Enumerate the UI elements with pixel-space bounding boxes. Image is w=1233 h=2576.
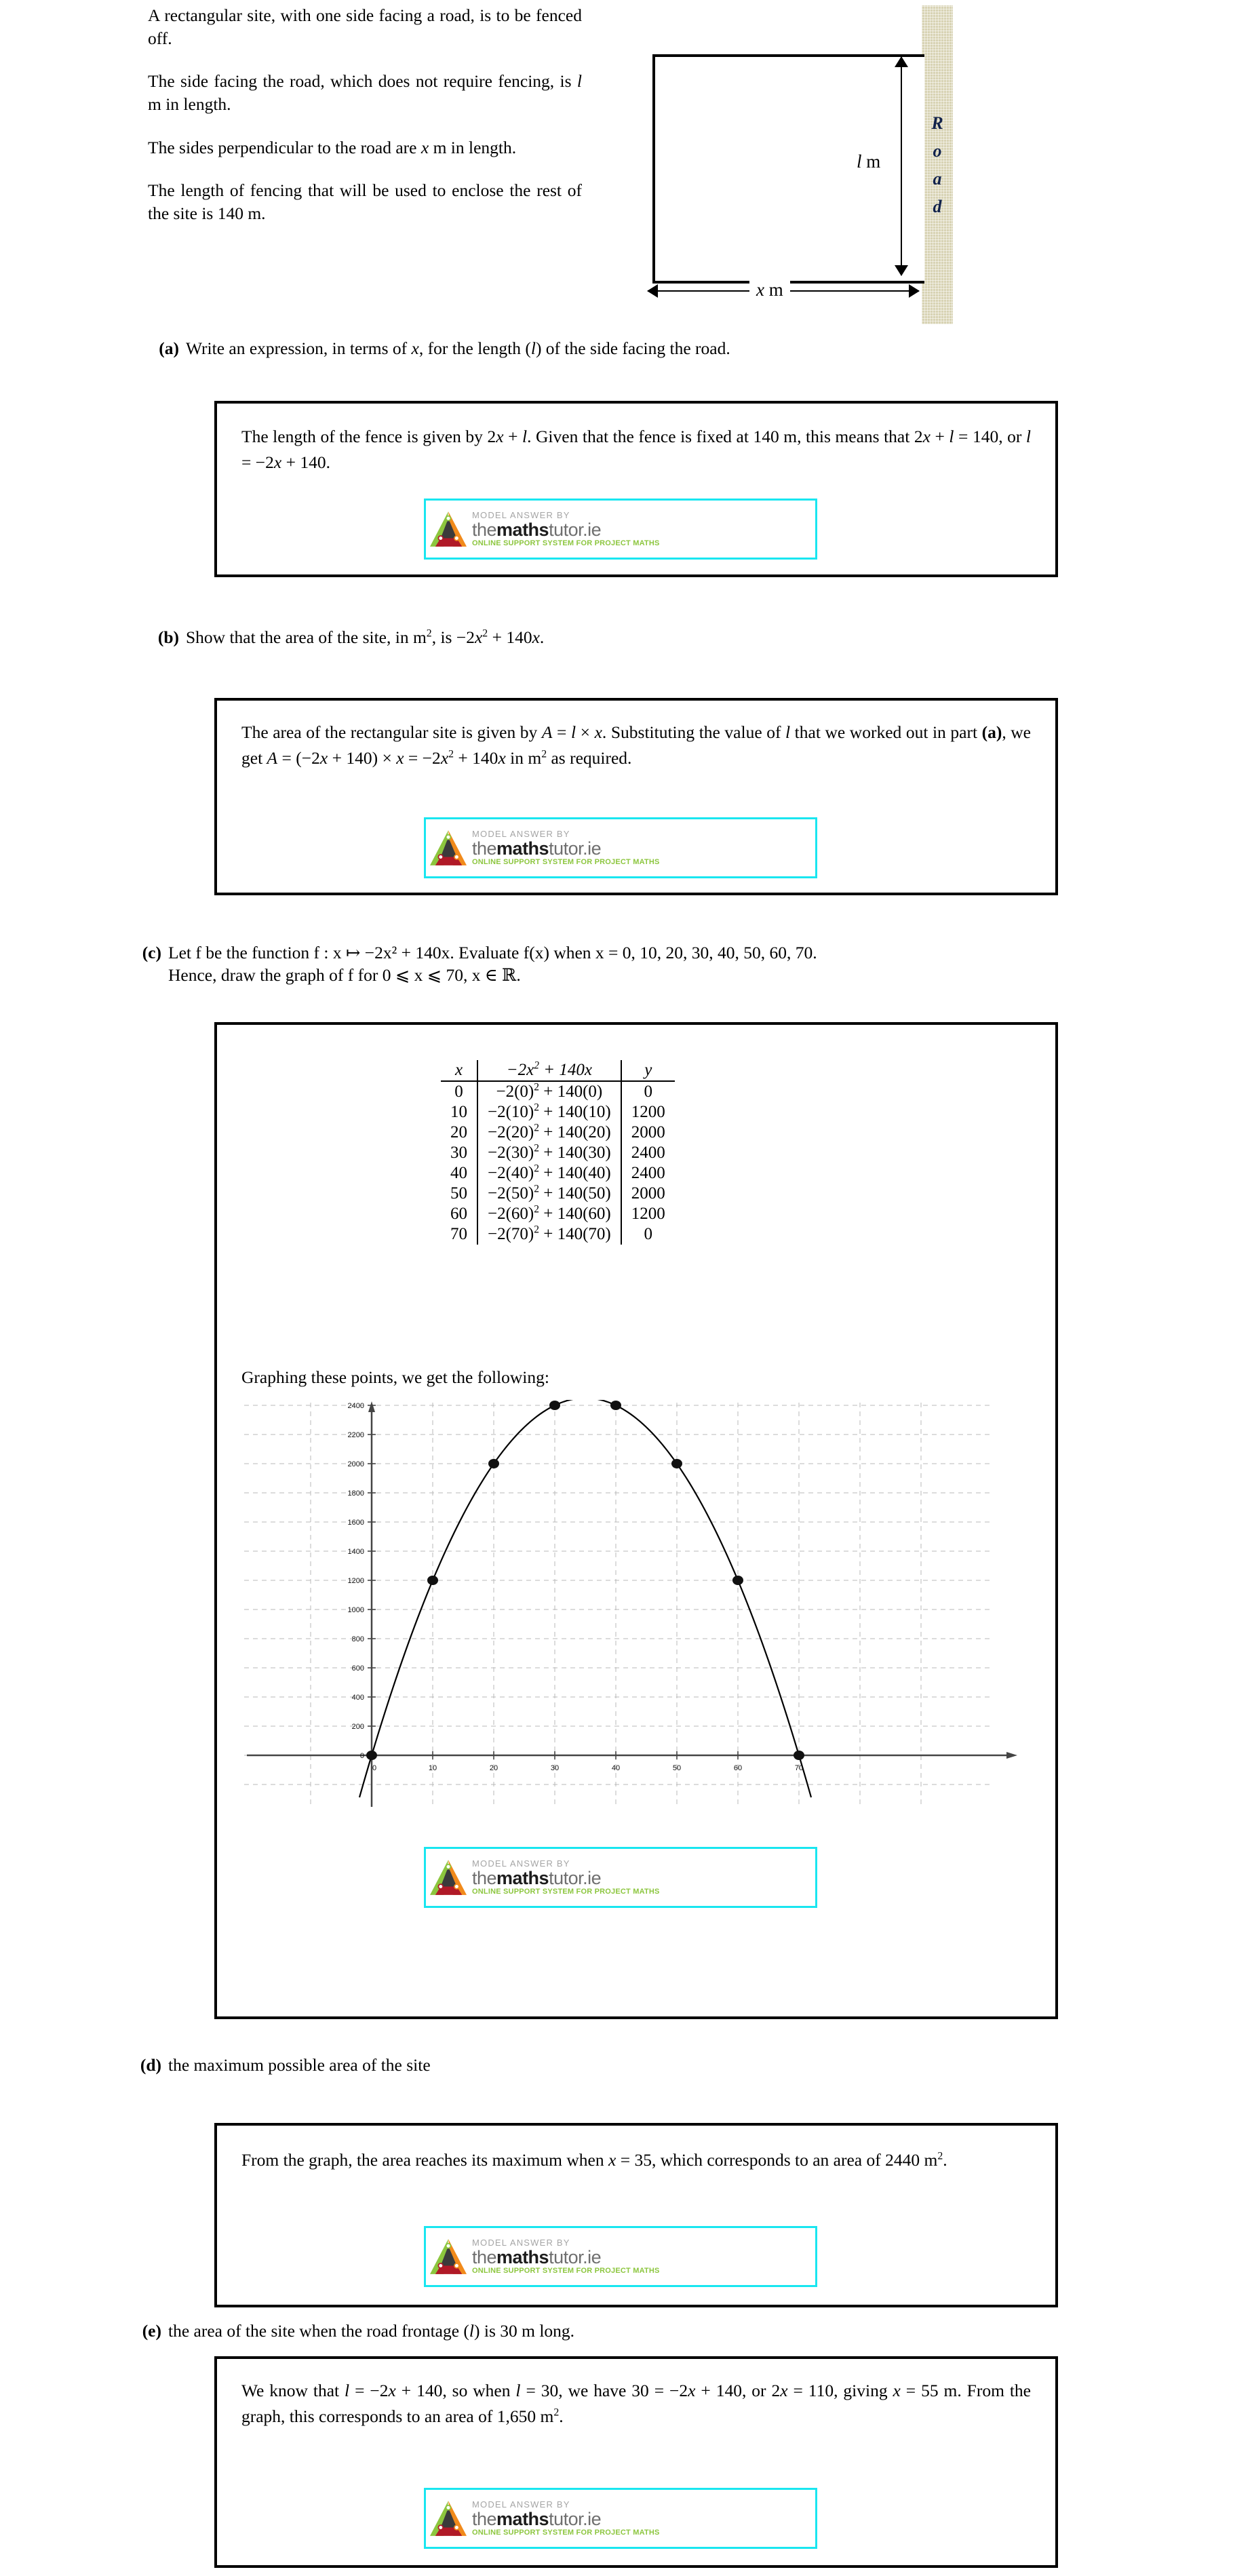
cell-x: 0 xyxy=(454,1082,463,1101)
answer-e-seg-8: = 55 m. From the graph, this corresponds to an area of xyxy=(241,2381,1031,2427)
svg-text:1200: 1200 xyxy=(347,1577,364,1585)
question-b-var-x2: x xyxy=(532,627,540,647)
cell-x: 70 xyxy=(450,1225,467,1243)
answer-b-var-l2: l xyxy=(785,722,791,742)
answer-d-seg-4: . xyxy=(943,2150,947,2170)
answer-b-part-ref: (a) xyxy=(981,722,1002,742)
logo-site-name xyxy=(472,2510,810,2529)
question-a-text xyxy=(186,337,1073,359)
table-row xyxy=(441,1184,675,1204)
question-b-label: (b) xyxy=(157,627,179,647)
logo-tagline: ONLINE SUPPORT SYSTEM FOR PROJECT MATHS xyxy=(472,2266,660,2275)
logo-name-maths: maths xyxy=(496,2246,549,2267)
answer-b-var-x5: x xyxy=(498,748,506,768)
question-b-sup-2: 2 xyxy=(482,627,488,640)
svg-text:60: 60 xyxy=(733,1764,743,1772)
cell-x: 60 xyxy=(450,1205,467,1223)
answer-box-d xyxy=(214,2123,1058,2307)
cell-expr-sup: 2 xyxy=(534,1101,539,1114)
cell-x: 20 xyxy=(450,1123,467,1141)
cell-expr xyxy=(477,1081,621,1102)
cell-expr-a: −2(0) xyxy=(496,1082,534,1101)
svg-text:1600: 1600 xyxy=(347,1519,364,1527)
answer-b-var-x4: x xyxy=(440,748,449,768)
cell-expr xyxy=(477,1184,621,1204)
answer-e-var-l1: l xyxy=(345,2381,350,2400)
logo-model-answer-by: MODEL ANSWER BY xyxy=(472,2499,570,2510)
question-a xyxy=(151,337,1073,359)
cell-expr-a: −2(10) xyxy=(488,1103,534,1121)
cell-expr-sup: 2 xyxy=(534,1183,539,1195)
question-b xyxy=(151,626,1073,648)
question-b-seg-2: , is −2 xyxy=(431,627,475,647)
answer-b-seg-5: that we worked out in part xyxy=(790,722,982,742)
cell-expr xyxy=(477,1224,621,1245)
answer-e-var-l2: l xyxy=(515,2381,521,2400)
cell-expr-sup: 2 xyxy=(534,1224,539,1236)
intro-paragraph-3 xyxy=(148,136,582,159)
answer-a-seg-2: + xyxy=(503,427,522,446)
answer-b-seg-9: = −2 xyxy=(404,748,441,768)
question-a-var-x: x xyxy=(411,338,419,358)
function-value-table xyxy=(441,1060,675,1245)
logo-name-the: the xyxy=(472,519,497,540)
cell-expr-sup: 2 xyxy=(534,1122,539,1134)
question-c-line-1: Let f be the function f : x ↦ −2x² + 140x. Evaluate f(x) when x = 0, 10, 20, 30, 40, 50, 60, 70. xyxy=(168,943,817,962)
cell-expr-a: −2(70) xyxy=(488,1225,534,1243)
answer-a-text xyxy=(241,424,1031,476)
answer-e-text xyxy=(241,2378,1031,2430)
logo-badge-e[interactable] xyxy=(424,2488,817,2549)
cell-y: 2400 xyxy=(621,1163,675,1184)
svg-text:30: 30 xyxy=(550,1764,560,1772)
question-a-label: (a) xyxy=(159,338,179,358)
table-header-y xyxy=(621,1060,675,1081)
question-e-text xyxy=(168,2320,1055,2342)
svg-text:50: 50 xyxy=(672,1764,682,1772)
answer-b-seg-1: The area of the rectangular site is given by xyxy=(241,722,542,742)
intro-p2-part-a: The side facing the road, which does not require fencing, is xyxy=(148,71,577,92)
logo-name-tutor: tutor.ie xyxy=(549,1867,602,1888)
question-b-seg-1: Show that the area of the site, in m xyxy=(186,627,427,647)
answer-b-seg-12: m xyxy=(528,748,542,768)
data-point-20 xyxy=(488,1459,499,1468)
svg-text:200: 200 xyxy=(351,1723,364,1731)
logo-tagline: ONLINE SUPPORT SYSTEM FOR PROJECT MATHS xyxy=(472,1887,660,1896)
answer-a-var-x1: x xyxy=(496,427,504,446)
answer-e-seg-4: = 30, we have 30 = −2 xyxy=(520,2381,688,2400)
cell-expr-b: + 140(30) xyxy=(539,1144,611,1162)
table-header-expr-label: $-2x^2 + 140x$ xyxy=(506,1059,592,1079)
logo-tagline: ONLINE SUPPORT SYSTEM FOR PROJECT MATHS xyxy=(472,539,660,547)
cell-y: 0 xyxy=(621,1081,675,1102)
cell-expr-sup: 2 xyxy=(534,1203,539,1215)
data-point-50 xyxy=(671,1459,682,1468)
logo-site-name xyxy=(472,839,810,858)
arrow-head-up-icon xyxy=(895,56,908,67)
data-point-0 xyxy=(366,1751,377,1760)
graph-caption: Graphing these points, we get the following: xyxy=(241,1367,549,1387)
logo-name-tutor: tutor.ie xyxy=(549,838,602,859)
tmt-triangle-logo-icon xyxy=(429,1859,468,1896)
intro-paragraph-1: A rectangular site, with one side facing a road, is to be fenced off. xyxy=(148,5,582,48)
answer-d-sup: 2 xyxy=(937,2150,943,2162)
answer-b-text xyxy=(241,720,1031,772)
answer-d-seg-3: to an area of 2440 m xyxy=(795,2150,938,2170)
cell-expr-a: −2(60) xyxy=(488,1205,534,1223)
answer-a-var-l1: l xyxy=(522,427,528,446)
question-d-text: the maximum possible area of the site xyxy=(168,2055,431,2075)
arrow-head-right-icon xyxy=(909,284,920,298)
answer-a-seg-1: The length of the fence is given by 2 xyxy=(241,427,496,446)
cell-expr-b: + 140(60) xyxy=(539,1205,611,1223)
question-e-seg-2: ) is 30 m long. xyxy=(474,2321,575,2341)
logo-site-name xyxy=(472,1869,810,1888)
road-letter-a: a xyxy=(933,168,942,189)
answer-e-seg-5: + 140, or xyxy=(695,2381,766,2400)
answer-b-seg-8: + 140) × xyxy=(328,748,397,768)
answer-b-var-A2: A xyxy=(267,748,278,768)
cell-expr-sup: 2 xyxy=(534,1142,539,1154)
answer-b-seg-13: as required. xyxy=(547,748,632,768)
length-x-unit: m xyxy=(768,279,783,300)
tmt-triangle-logo-icon xyxy=(429,2238,468,2275)
logo-name-tutor: tutor.ie xyxy=(549,2508,602,2529)
answer-a-seg-5: + xyxy=(930,427,950,446)
answer-e-sup: 2 xyxy=(553,2406,560,2419)
cell-x: 30 xyxy=(450,1144,467,1162)
answer-e-seg-9: 1,650 m xyxy=(496,2406,554,2427)
question-b-seg-3: + 140 xyxy=(488,627,532,647)
answer-b-var-x2: x xyxy=(319,748,328,768)
intro-paragraph-4: The length of fencing that will be used to enclose the rest of the site is 140 m. xyxy=(148,180,582,223)
answer-a-var-l2: l xyxy=(949,427,954,446)
logo-model-answer-by: MODEL ANSWER BY xyxy=(472,828,570,839)
logo-name-the: the xyxy=(472,2246,497,2267)
data-point-70 xyxy=(794,1751,804,1760)
rectangle-top-edge xyxy=(652,54,924,57)
answer-e-var-x4: x xyxy=(893,2381,901,2400)
table-header-x xyxy=(441,1060,477,1081)
logo-site-name xyxy=(472,2248,810,2267)
logo-wordmark xyxy=(468,511,810,547)
logo-name-maths: maths xyxy=(496,838,549,859)
data-point-40 xyxy=(610,1401,621,1410)
table-header-x-label: x xyxy=(454,1061,463,1079)
question-b-var-x: x xyxy=(474,627,483,647)
answer-a-seg-4: this means that 2 xyxy=(806,427,923,446)
answer-b-seg-10: + 140 xyxy=(454,748,498,768)
logo-badge-c[interactable] xyxy=(424,1847,817,1908)
site-rectangle xyxy=(652,54,924,284)
answer-box-a xyxy=(214,401,1058,577)
answer-box-c xyxy=(214,1022,1058,2019)
question-c-label: (c) xyxy=(142,943,161,962)
cell-expr-b: + 140(10) xyxy=(539,1103,611,1121)
logo-name-maths: maths xyxy=(496,519,549,540)
table-header-row xyxy=(441,1060,675,1081)
svg-text:10: 10 xyxy=(428,1764,437,1772)
answer-a-seg-7: = −2 xyxy=(241,452,274,473)
logo-name-tutor: tutor.ie xyxy=(549,519,602,540)
answer-d-var-x: x xyxy=(608,2150,616,2170)
cell-y: 1200 xyxy=(621,1204,675,1224)
cell-y: 1200 xyxy=(621,1102,675,1123)
road-letter-d: d xyxy=(933,196,942,216)
answer-e-seg-6: 2 xyxy=(771,2381,781,2400)
logo-wordmark xyxy=(468,1859,810,1896)
answer-e-seg-2: = −2 xyxy=(349,2381,389,2400)
answer-e-var-x3: x xyxy=(780,2381,788,2400)
logo-model-answer-by: MODEL ANSWER BY xyxy=(472,509,570,520)
answer-d-seg-2: = 35, which corresponds xyxy=(616,2150,791,2170)
logo-name-the: the xyxy=(472,1867,497,1888)
answer-box-e xyxy=(214,2356,1058,2568)
cell-expr xyxy=(477,1102,621,1123)
question-b-text xyxy=(186,626,1073,648)
cell-x: 50 xyxy=(450,1184,467,1203)
question-d-label: (d) xyxy=(140,2055,161,2075)
logo-badge-a[interactable] xyxy=(424,499,817,560)
cell-expr-b: + 140(0) xyxy=(539,1082,603,1101)
question-a-var-l: l xyxy=(530,338,536,358)
svg-text:1800: 1800 xyxy=(347,1489,364,1498)
arrow-head-left-icon xyxy=(647,284,658,298)
intro-p3-part-a: The sides perpendicular to the road are xyxy=(148,137,421,157)
cell-expr-b: + 140(70) xyxy=(539,1225,611,1243)
svg-text:0: 0 xyxy=(359,1752,364,1760)
question-b-sup-1: 2 xyxy=(426,627,432,640)
answer-e-seg-7: = 110, giving xyxy=(787,2381,893,2400)
answer-e-seg-10: . xyxy=(559,2406,564,2427)
logo-name-the: the xyxy=(472,2508,497,2529)
logo-badge-d[interactable] xyxy=(424,2226,817,2287)
tmt-triangle-logo-icon xyxy=(429,511,468,547)
svg-text:70: 70 xyxy=(794,1764,804,1772)
cell-expr xyxy=(477,1123,621,1143)
table-row xyxy=(441,1123,675,1143)
table-header-y-label: y xyxy=(644,1061,652,1079)
table-row xyxy=(441,1143,675,1163)
length-l-variable: l xyxy=(857,151,862,172)
table-row xyxy=(441,1224,675,1245)
logo-name-the: the xyxy=(472,838,497,859)
data-point-60 xyxy=(732,1576,743,1585)
answer-a-var-l3: l xyxy=(1025,427,1032,446)
cell-expr-a: −2(30) xyxy=(488,1144,534,1162)
answer-b-var-x1: x xyxy=(594,722,602,742)
intro-text-block xyxy=(148,4,582,225)
parabola-graph xyxy=(231,1400,1044,1820)
intro-p2-part-b: m in length. xyxy=(148,94,231,114)
answer-b-var-x3: x xyxy=(396,748,404,768)
table-row xyxy=(441,1163,675,1184)
answer-box-b xyxy=(214,698,1058,895)
intro-p3-part-b: m in length. xyxy=(429,137,517,157)
answer-b-seg-6: , we get xyxy=(241,722,1032,768)
table-row xyxy=(441,1081,675,1102)
cell-x: 10 xyxy=(450,1103,467,1121)
svg-text:0: 0 xyxy=(372,1764,377,1772)
intro-p2-variable: l xyxy=(576,71,582,92)
svg-text:800: 800 xyxy=(351,1635,364,1643)
question-c-text xyxy=(168,941,1082,986)
answer-d-seg-1: From the graph, the area reaches its maximum when xyxy=(241,2150,608,2170)
answer-a-seg-6: = 140, or xyxy=(954,427,1026,446)
logo-badge-b[interactable] xyxy=(424,817,817,878)
arrow-head-down-icon xyxy=(895,265,908,276)
logo-name-maths: maths xyxy=(496,1867,549,1888)
cell-expr xyxy=(477,1143,621,1163)
answer-b-seg-11: in xyxy=(505,748,524,768)
question-e-var-l: l xyxy=(469,2321,475,2341)
svg-text:2400: 2400 xyxy=(347,1402,364,1410)
svg-text:400: 400 xyxy=(351,1694,364,1702)
answer-e-seg-1: We know that xyxy=(241,2381,345,2400)
logo-tagline: ONLINE SUPPORT SYSTEM FOR PROJECT MATHS xyxy=(472,857,660,866)
svg-text:600: 600 xyxy=(351,1664,364,1673)
cell-expr-b: + 140(40) xyxy=(539,1164,611,1182)
cell-expr-sup: 2 xyxy=(534,1163,539,1175)
road-letter-o: o xyxy=(933,140,942,161)
vertical-dimension-arrow xyxy=(901,57,902,275)
intro-p3-variable: x xyxy=(420,137,429,157)
length-l-unit: m xyxy=(866,151,881,172)
answer-b-seg-2: = xyxy=(552,722,571,742)
svg-text:2000: 2000 xyxy=(347,1460,364,1468)
logo-wordmark xyxy=(468,2500,810,2537)
answer-a-var-x2: x xyxy=(922,427,931,446)
table-row xyxy=(441,1102,675,1123)
data-point-30 xyxy=(549,1401,560,1410)
cell-y: 2000 xyxy=(621,1123,675,1143)
question-e-label: (e) xyxy=(142,2321,161,2341)
cell-expr-b: + 140(20) xyxy=(539,1123,611,1141)
tmt-triangle-logo-icon xyxy=(429,2500,468,2537)
svg-text:20: 20 xyxy=(489,1764,498,1772)
question-e-seg-1: the area of the site when the road frontage ( xyxy=(168,2321,469,2341)
site-diagram xyxy=(641,5,953,324)
logo-model-answer-by: MODEL ANSWER BY xyxy=(472,1858,570,1869)
answer-b-var-l1: l xyxy=(570,722,576,742)
intro-paragraph-2 xyxy=(148,70,582,115)
cell-x: 40 xyxy=(450,1164,467,1182)
answer-e-seg-3: + 140, so when xyxy=(395,2381,516,2400)
question-c-line-2: Hence, draw the graph of f for 0 ⩽ x ⩽ 70, x ∈ ℝ. xyxy=(168,965,521,985)
graph-svg xyxy=(231,1400,1044,1820)
logo-wordmark xyxy=(468,830,810,866)
question-a-text-1: Write an expression, in terms of xyxy=(186,338,412,358)
answer-b-seg-4: . Substituting the value of xyxy=(602,722,786,742)
answer-e-var-x1: x xyxy=(388,2381,396,2400)
svg-text:2200: 2200 xyxy=(347,1431,364,1439)
cell-expr-a: −2(40) xyxy=(488,1164,534,1182)
cell-y: 0 xyxy=(621,1224,675,1245)
cell-y: 2400 xyxy=(621,1143,675,1163)
cell-expr-a: −2(20) xyxy=(488,1123,534,1141)
answer-b-seg-7: = (−2 xyxy=(277,748,320,768)
answer-e-var-x2: x xyxy=(688,2381,696,2400)
answer-b-var-A1: A xyxy=(541,722,553,742)
question-b-seg-4: . xyxy=(539,627,545,647)
cell-expr-b: + 140(50) xyxy=(539,1184,611,1203)
question-d xyxy=(133,2054,1055,2076)
svg-text:1000: 1000 xyxy=(347,1606,364,1614)
answer-a-seg-8: + 140. xyxy=(281,452,330,473)
question-a-text-3: ) of the side facing the road. xyxy=(535,338,730,358)
tmt-triangle-logo-icon xyxy=(429,830,468,866)
answer-a-seg-3: . Given that the fence is fixed at 140 m, xyxy=(527,427,802,446)
answer-d-text xyxy=(241,2147,1031,2173)
cell-expr-a: −2(50) xyxy=(488,1184,534,1203)
logo-name-maths: maths xyxy=(496,2508,549,2529)
data-point-10 xyxy=(427,1576,438,1585)
logo-model-answer-by: MODEL ANSWER BY xyxy=(472,2237,570,2248)
table-header-expr xyxy=(477,1060,621,1081)
question-a-text-2: , for the length ( xyxy=(418,338,531,358)
road-strip xyxy=(922,5,953,324)
road-letter-r: R xyxy=(931,113,943,133)
cell-y: 2000 xyxy=(621,1184,675,1204)
cell-expr xyxy=(477,1204,621,1224)
answer-a-var-x3: x xyxy=(273,452,282,473)
logo-site-name xyxy=(472,520,810,539)
length-x-variable: x xyxy=(756,279,764,300)
logo-tagline: ONLINE SUPPORT SYSTEM FOR PROJECT MATHS xyxy=(472,2528,660,2537)
cell-expr-sup: 2 xyxy=(534,1081,539,1093)
svg-text:1400: 1400 xyxy=(347,1548,364,1556)
answer-b-seg-3: × xyxy=(576,722,595,742)
length-x-label xyxy=(749,279,790,300)
answer-b-sup-2: 2 xyxy=(541,748,547,760)
length-l-label xyxy=(857,151,880,172)
question-e xyxy=(133,2320,1055,2342)
table-row xyxy=(441,1204,675,1224)
answer-b-sup-1: 2 xyxy=(448,748,454,760)
logo-wordmark xyxy=(468,2238,810,2275)
svg-text:40: 40 xyxy=(611,1764,621,1772)
question-c xyxy=(133,941,1082,986)
logo-name-tutor: tutor.ie xyxy=(549,2246,602,2267)
cell-expr xyxy=(477,1163,621,1184)
